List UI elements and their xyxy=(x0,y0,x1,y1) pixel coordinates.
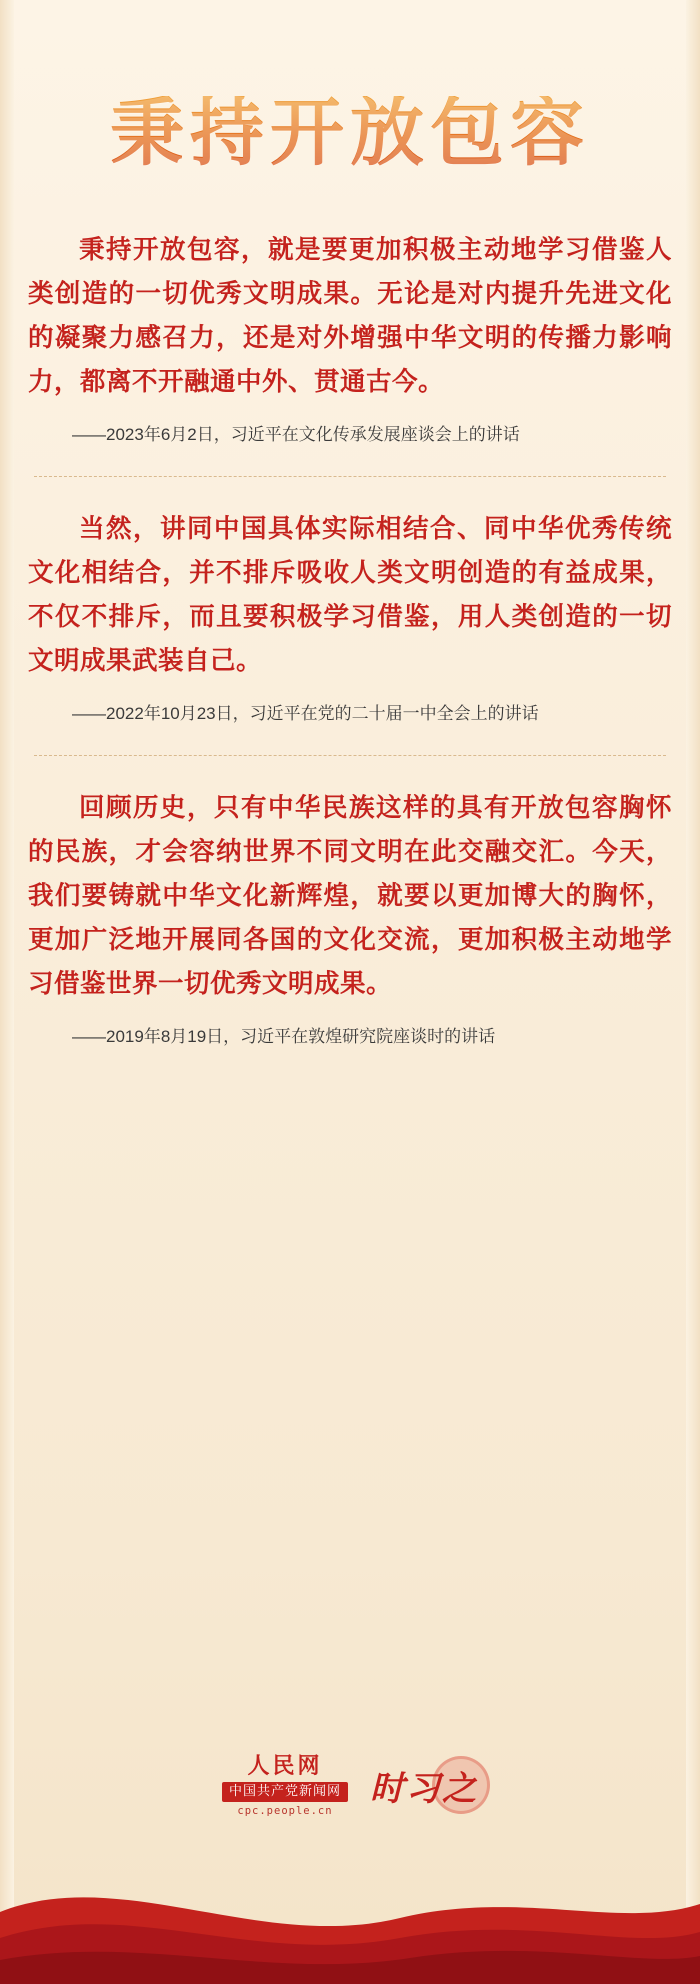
divider xyxy=(34,476,666,477)
page-title: 秉持开放包容 xyxy=(0,96,700,170)
right-edge-decoration xyxy=(686,0,700,1984)
quote-text: 秉持开放包容，就是要更加积极主动地学习借鉴人类创造的一切优秀文明成果。无论是对内提升先进文化的凝聚力感召力，还是对外增强中华文明的传播力影响力，都离不开融通中外、贯通古今。 xyxy=(28,235,672,397)
quotes-section xyxy=(28,228,672,1056)
people-cn-logo xyxy=(222,1752,348,1817)
quote-text: 当然，讲同中国具体实际相结合、同中华优秀传统文化相结合，并不排斥吸收人类文明创造的有益成果，不仅不排斥，而且要积极学习借鉴，用人类创造的一切文明成果武装自己。 xyxy=(28,514,672,676)
footer-logos xyxy=(0,1752,700,1817)
shixizhi-text: 时习之 xyxy=(370,1768,478,1809)
quote-source: ——2022年10月23日，习近平在党的二十届一中全会上的讲话 xyxy=(72,704,539,723)
quote-source: ——2023年6月2日，习近平在文化传承发展座谈会上的讲话 xyxy=(72,425,520,444)
cpc-news-label: 中国共产党新闻网 xyxy=(222,1782,348,1802)
cpc-news-url: cpc.people.cn xyxy=(237,1804,333,1817)
divider xyxy=(34,755,666,756)
quote-block xyxy=(28,507,672,729)
bottom-wave-decoration xyxy=(0,1834,700,1984)
shixizhi-logo xyxy=(370,1761,478,1810)
quote-text: 回顾历史，只有中华民族这样的具有开放包容胸怀的民族，才会容纳世界不同文明在此交融交汇。今天，我们要铸就中华文化新辉煌，就要以更加博大的胸怀，更加广泛地开展同各国的文化交流，更加积极主动地学习借鉴世界一切优秀文明成果。 xyxy=(28,793,672,999)
quote-source: ——2019年8月19日，习近平在敦煌研究院座谈时的讲话 xyxy=(72,1027,496,1046)
people-cn-name: 人民网 xyxy=(247,1752,323,1779)
left-edge-decoration xyxy=(0,0,14,1984)
quote-block xyxy=(28,228,672,450)
quote-block xyxy=(28,786,672,1052)
